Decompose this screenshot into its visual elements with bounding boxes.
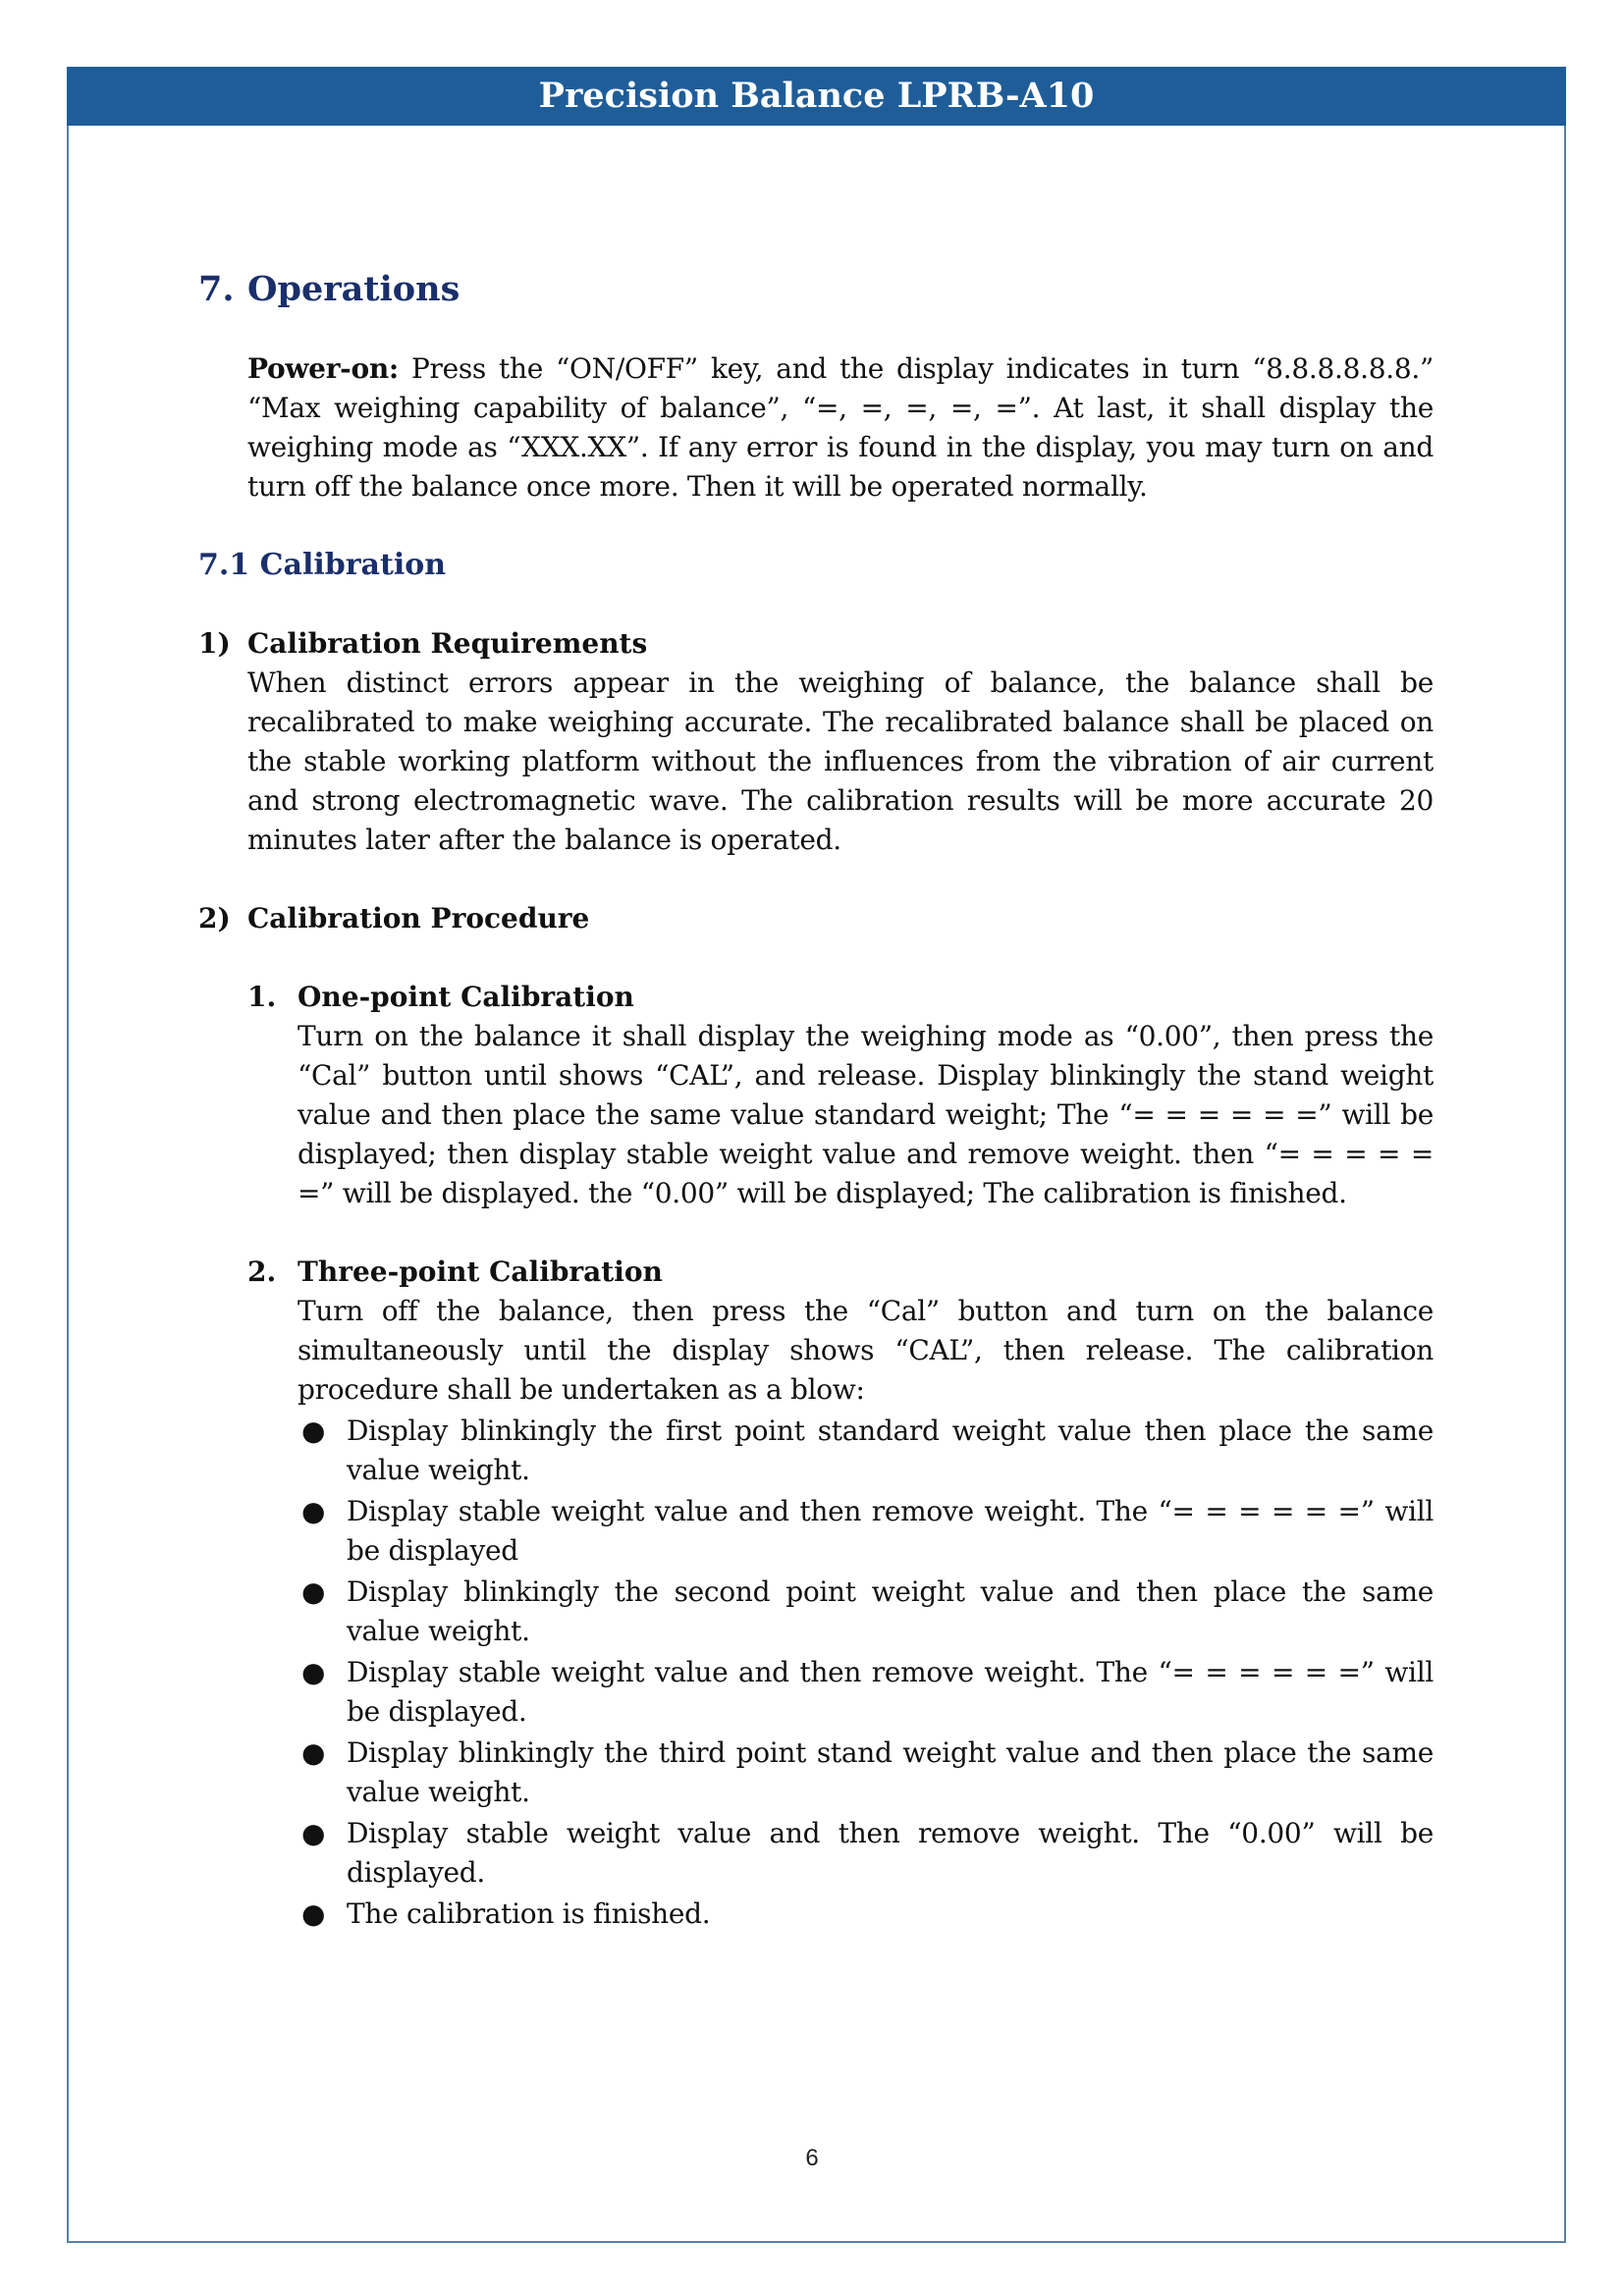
three-point-item bbox=[198, 1253, 1434, 1934]
one-point-number: 1. bbox=[247, 981, 277, 1013]
section-heading bbox=[198, 265, 1434, 314]
bullet-icon: ● bbox=[301, 1575, 326, 1608]
requirements-number: 1) bbox=[198, 627, 231, 660]
page-number: 6 bbox=[805, 2145, 819, 2171]
bullet-icon: ● bbox=[301, 1656, 326, 1688]
list-item: ● Display blinkingly the third point stand weight value and then place the same value weight. bbox=[298, 1734, 1434, 1812]
three-point-steps bbox=[298, 1412, 1434, 1934]
power-on-text: Press the “ON/OFF” key, and the display indicates in turn “8.8.8.8.8.8.” “Max weighing capability of balance”, “=, =, =, =, =”. At last, it shall display the weighing mode as “XXX.XX”. If any error is found in the display, you may turn on and turn off the balance once more. Then it will be operated normally. bbox=[247, 352, 1434, 503]
list-item: ● Display blinkingly the second point weight value and then place the same value weight. bbox=[298, 1573, 1434, 1651]
section-title: Operations bbox=[247, 269, 460, 309]
three-point-number: 2. bbox=[247, 1255, 277, 1288]
requirements-title: Calibration Requirements bbox=[247, 627, 648, 660]
requirements-text: When distinct errors appear in the weighing of balance, the balance shall be recalibrated to make weighing accurate. The recalibrated balance shall be placed on the stable working platform without the influences from the vibration of air current and strong electromagnetic wave. The calibration results will be more accurate 20 minutes later after the balance is operated. bbox=[247, 667, 1434, 856]
page-content bbox=[198, 265, 1434, 1936]
three-point-title: Three-point Calibration bbox=[298, 1255, 663, 1288]
list-item: ● Display stable weight value and then remove weight. The “= = = = = =” will be displayed. bbox=[298, 1653, 1434, 1732]
bullet-icon: ● bbox=[301, 1495, 326, 1527]
bullet-icon: ● bbox=[301, 1817, 326, 1849]
three-point-text: Turn off the balance, then press the “Cal” button and turn on the balance simultaneously until the display shows “CAL”, then release. The calibration procedure shall be undertaken as a blow: bbox=[298, 1295, 1434, 1406]
bullet-icon: ● bbox=[301, 1897, 326, 1930]
bullet-icon: ● bbox=[301, 1415, 326, 1447]
list-item: ● Display stable weight value and then remove weight. The “= = = = = =” will be displayed bbox=[298, 1492, 1434, 1571]
procedure-number: 2) bbox=[198, 902, 231, 934]
bullet-icon: ● bbox=[301, 1736, 326, 1769]
one-point-text: Turn on the balance it shall display the weighing mode as “0.00”, then press the “Cal” button until shows “CAL”, and release. Display blinkingly the stand weight value and then place the same value standard weight; The “= = = = = =” will be displayed; then display stable weight value and remove weight. then “= = = = = =” will be displayed. the “0.00” will be displayed; The calibration is finished. bbox=[298, 1020, 1434, 1209]
procedure-title: Calibration Procedure bbox=[247, 902, 590, 934]
section-number: 7. bbox=[198, 269, 235, 309]
header-title: Precision Balance LPRB-A10 bbox=[538, 76, 1095, 116]
list-item: ● Display blinkingly the first point standard weight value then place the same value weight. bbox=[298, 1412, 1434, 1490]
one-point-title: One-point Calibration bbox=[298, 981, 634, 1013]
power-on-paragraph bbox=[198, 349, 1434, 507]
requirements-item bbox=[198, 624, 1434, 860]
list-item: ● Display stable weight value and then remove weight. The “0.00” will be displayed. bbox=[298, 1814, 1434, 1893]
one-point-item bbox=[198, 978, 1434, 1213]
list-item: ● The calibration is finished. bbox=[298, 1895, 1434, 1934]
procedure-item bbox=[198, 899, 1434, 938]
power-on-label: Power-on: bbox=[247, 352, 399, 385]
subsection-heading: 7.1 Calibration bbox=[198, 548, 447, 582]
